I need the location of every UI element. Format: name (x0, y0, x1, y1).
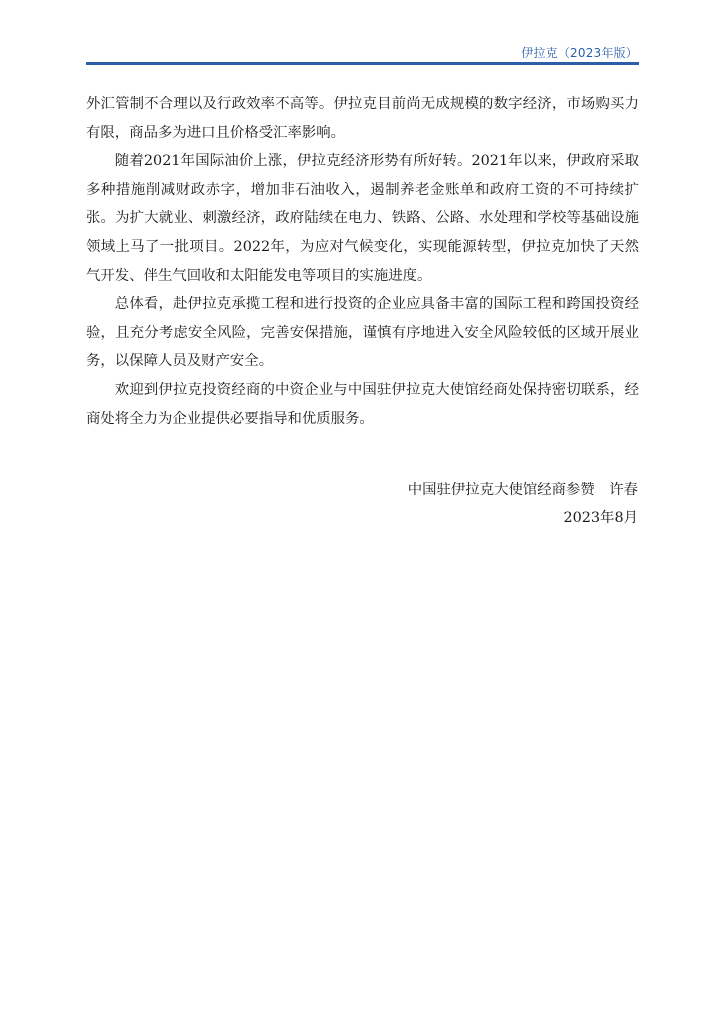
signature-date: 2023年8月 (563, 510, 638, 526)
paragraph-welcome: 欢迎到伊拉克投资经商的中资企业与中国驻伊拉克大使馆经商处保持密切联系，经商处将全力为企业提供必要指导和优质服务。 (86, 381, 639, 427)
signature-block (408, 476, 638, 532)
header-rule (86, 62, 639, 65)
paragraph-safety-advice: 总体看，赴伊拉克承揽工程和进行投资的企业应具备丰富的国际工程和跨国投资经验，且充分考虑安全风险，完善安保措施，谨慎有序地进入安全风险较低的区域开展业务，以保障人员及财产安全。 (86, 296, 639, 370)
paragraph-economy-outlook: 随着2021年国际油价上涨，伊拉克经济形势有所好转。2021年以来，伊政府采取多种措施削减财政赤字，增加非石油收入，遏制养老金账单和政府工资的不可持续扩张。为扩大就业、刺激经济，政府陆续在电力、铁路、公路、水处理和学校等基础设施领域上马了一批项目。2022年，为应对气候变化，实现能源转型，伊拉克加快了天然气开发、伴生气回收和太阳能发电等项目的实施进度。 (86, 153, 639, 284)
running-header: 伊拉克（2023年版） (521, 46, 638, 60)
paragraph-continuation: 外汇管制不合理以及行政效率不高等。伊拉克目前尚无成规模的数字经济，市场购买力有限，商品多为进口且价格受汇率影响。 (86, 96, 639, 141)
body-text (86, 90, 639, 433)
signature-author: 中国驻伊拉克大使馆经商参赞 许春 (407, 482, 638, 498)
